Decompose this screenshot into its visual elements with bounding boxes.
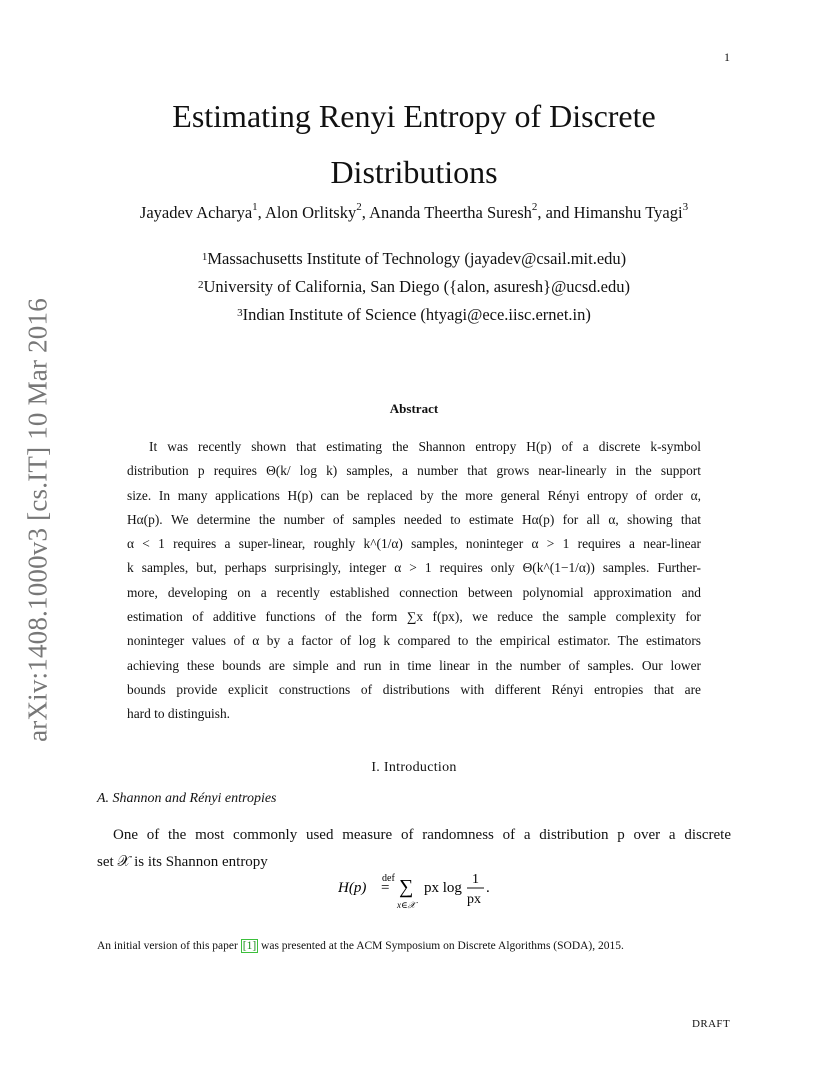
intro-line: One of the most commonly used measure of randomness of a distribution p over a discrete — [113, 827, 731, 843]
paper-title: Estimating Renyi Entropy of Discrete Distributions — [172, 98, 656, 190]
author-name: Alon Orlitsky — [265, 203, 357, 222]
equation-def-label: def — [382, 873, 395, 884]
abstract-line: It was recently shown that estimating the Shannon entropy H(p) of a discrete k-symbol — [149, 439, 701, 454]
subsection-heading: A. Shannon and Rényi entropies — [97, 791, 277, 806]
author-name: Jayadev Acharya — [139, 203, 253, 222]
abstract-body — [127, 435, 701, 727]
footnote-text: An initial version of this paper — [97, 940, 241, 952]
abstract-line: achieving these bounds are simple and run in time linear in the number of samples. Our lower — [127, 657, 701, 673]
equation-lhs: H(p) — [338, 880, 367, 896]
author-affiliation-mark: 1 — [252, 201, 258, 213]
abstract-line: α < 1 requires a super-linear, roughly k^(1/α) samples, noninteger α > 1 requires a near-linear — [127, 536, 701, 552]
abstract-line: more, developing on a recently established connection between polynomial approximation and — [127, 584, 701, 600]
abstract-line: bounds provide explicit constructions of distributions with different Rényi entropies that are — [127, 681, 701, 697]
affiliation-list — [60, 245, 768, 329]
section-heading: I. Introduction — [371, 760, 457, 775]
arxiv-sidebar-stamp: arXiv:1408.1000v3 [cs.IT] 10 Mar 2016 — [22, 298, 53, 742]
equation-period: . — [486, 880, 490, 896]
author-list — [60, 203, 768, 223]
author-separator: , — [257, 203, 265, 222]
page-number: 1 — [724, 50, 730, 64]
abstract-line: distribution p requires Θ(k/ log k) samples, a number that grows near-linearly in the support — [127, 463, 701, 479]
author-separator: , — [361, 203, 370, 222]
affiliation-mark: 3 — [237, 307, 243, 319]
abstract-line: Hα(p). We determine the number of samples needed to estimate Hα(p) for all α, showing that — [127, 511, 701, 527]
intro-line: set 𝒳 is its Shannon entropy — [97, 854, 268, 870]
affiliation-line — [60, 273, 768, 301]
abstract-line: estimation of additive functions of the form ∑x f(px), we reduce the sample complexity for — [127, 609, 701, 625]
footnote — [97, 940, 731, 952]
abstract-heading: Abstract — [389, 401, 439, 416]
equation-numerator: 1 — [472, 872, 479, 887]
author-separator: , and — [537, 203, 574, 222]
affiliation-line — [60, 301, 768, 329]
author-affiliation-mark: 3 — [682, 201, 689, 213]
affiliation-text: Indian Institute of Science (htyagi@ece.iisc.ernet.in) — [242, 305, 591, 324]
abstract-line: k samples, but, perhaps surprisingly, integer α > 1 requires only Θ(k^(1−1/α)) samples. Further- — [127, 560, 701, 576]
equation-sum-symbol: ∑ — [399, 876, 414, 898]
affiliation-mark: 2 — [198, 279, 204, 291]
abstract-line: size. In many applications H(p) can be replaced by the more general Rényi entropy of order α, — [127, 487, 701, 503]
author-affiliation-mark: 2 — [531, 201, 538, 213]
affiliation-mark: 1 — [201, 251, 208, 263]
abstract-line: noninteger values of α by a factor of log k compared to the empirical estimator. The estimators — [127, 633, 701, 649]
footnote-text: was presented at the ACM Symposium on Discrete Algorithms (SODA), 2015. — [258, 940, 624, 952]
abstract-line: hard to distinguish. — [127, 706, 231, 722]
equation-denominator: px — [467, 892, 481, 907]
equation-term: px log — [424, 880, 462, 896]
shannon-entropy-equation — [338, 868, 508, 914]
citation-link[interactable]: [1] — [242, 940, 257, 952]
affiliation-text: University of California, San Diego ({alon, asuresh}@ucsd.edu) — [203, 277, 630, 296]
equation-sum-subscript: x∈𝒳 — [397, 900, 416, 910]
affiliation-text: Massachusetts Institute of Technology (jayadev@csail.mit.edu) — [207, 249, 627, 268]
equation-equals: = — [381, 880, 390, 896]
author-affiliation-mark: 2 — [356, 201, 362, 213]
draft-label: DRAFT — [692, 1018, 731, 1030]
affiliation-line — [60, 245, 768, 273]
author-name: Ananda Theertha Suresh — [369, 203, 532, 222]
author-name: Himanshu Tyagi — [573, 203, 683, 222]
